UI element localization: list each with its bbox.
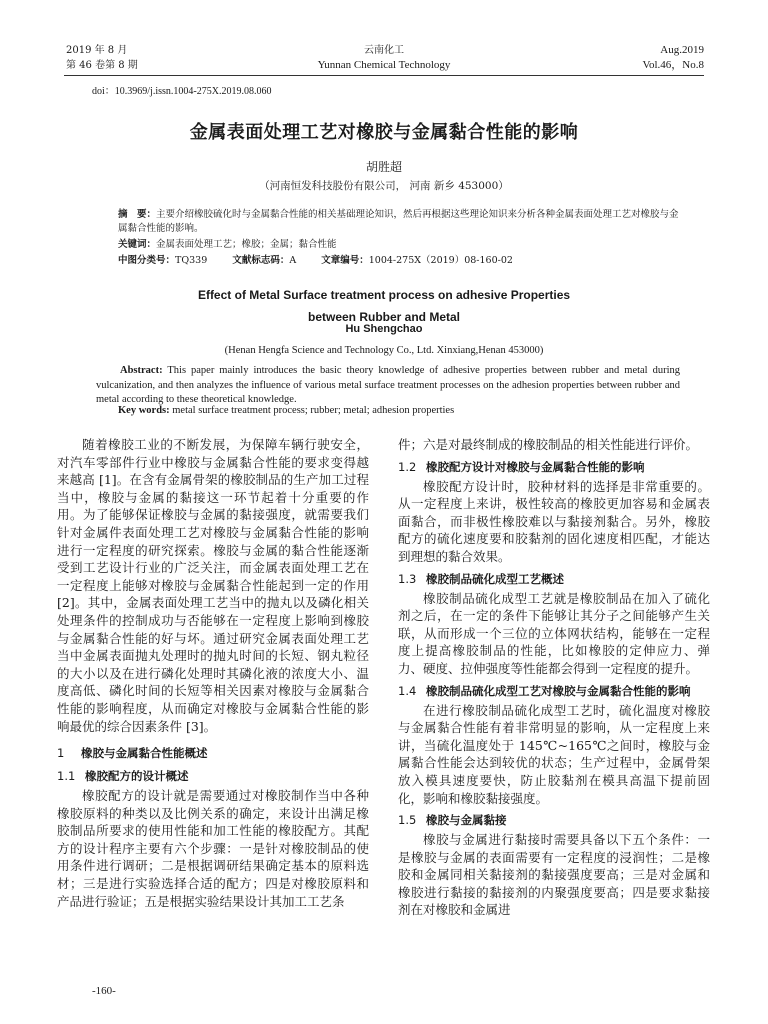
section-title: 橡胶与金属黏合性能概述 [81,746,208,761]
section-number: 1.4 [398,683,417,698]
journal-name-cn: 云南化工 [364,45,404,56]
doc-code: 文献标志码：A [232,255,297,266]
section-1-3-paragraph: 橡胶制品硫化成型工艺就是橡胶制品在加入了硫化剂之后，在一定的条件下能够让其分子之间能够产生关联，从而形成一个三位的立体网状结构，能够在一定程度上提高橡胶制品的性能，比如橡胶的定伸应力、弹力、硬度、拉伸强度等性能都会得到一定程度的提升。 [398,590,710,676]
classification-line [118,254,682,268]
section-1-2-heading [398,459,710,476]
section-1-1-paragraph: 橡胶配方的设计就是需要通过对橡胶制作当中各种橡胶原料的种类以及比例关系的确定，来设计出满足橡胶制品所要求的使用性能和加工性能的橡胶配方。其配方的设计程序主要有六个步骤：一是针对橡胶制品的使用条件进行调研；二是根据调研结果确定基本的原料选材；三是进行实验选择合适的配方；四是对橡胶原料和产品进行验证；五是根据实验结果设计其加工工艺条 [57,788,369,909]
body-column-left [57,436,369,910]
keywords-cn-text: 金属表面处理工艺；橡胶；金属；黏合性能 [156,239,337,250]
doi: doi：10.3969/j.issn.1004-275X.2019.08.060 [92,86,272,97]
keywords-en [118,405,678,416]
body-column-right [398,436,710,919]
paper-title-en-line2: between Rubber and Metal [307,310,461,324]
abstract-en-label: Abstract: [120,365,163,376]
abstract-cn-label: 摘 要： [118,209,157,220]
abstract-cn-text: 主要介绍橡胶硫化时与金属黏合性能的相关基础理论知识，然后再根据这些理论知识来分析各种金属表面处理工艺对橡胶与金属黏合性能的影响。 [118,209,679,234]
section-title: 橡胶制品硫化成型工艺概述 [426,571,564,586]
section-1-2-paragraph: 橡胶配方设计时，胶种材料的选择是非常重要的。从一定程度上来讲，极性较高的橡胶更加容易和金属表面黏合，而非极性橡胶难以与黏接剂黏合。另外，橡胶配方的硫化速度要和胶黏剂的固化速度相匹配，才能达到理想的黏合效果。 [398,478,710,564]
section-1-5-paragraph: 橡胶与金属进行黏接时需要具备以下五个条件：一是橡胶与金属的表面需要有一定程度的浸润性；二是橡胶和金属同相关黏接剂的黏接强度要高；三是对金属和橡胶进行黏接的黏接剂的内聚强度要高；四是要求黏接剂在对橡胶和金属进 [398,832,710,918]
header-rule [64,75,704,76]
header-volume: 第 46 卷第 8 期 [66,60,138,71]
author-en: Hu Shengchao [345,323,423,335]
section-title: 橡胶配方设计对橡胶与金属黏合性能的影响 [426,459,645,474]
intro-paragraph: 随着橡胶工业的不断发展，为保障车辆行驶安全，对汽车零部件行业中橡胶与金属黏合性能的要求变得越来越高 [1]。在含有金属骨架的橡胶制品的生产加工过程当中，橡胶与金属的黏接这一环节起着十分重要的作用。为了能够保证橡胶与金属的黏接强度，就需要我们针对金属件表面处理工艺对橡胶与金属黏合性能的影响进行一定程度的研究探索。橡胶与金属的黏合性能逐渐受到工艺设计行业的广泛关注，而金属表面处理工艺在一定程度上能够对橡胶与金属黏合性能起到一定的作用 [2]。其中，金属表面处理工艺当中的抛丸以及磷化相关处理条件的控制成功与否能够在一定程度上影响到橡胶与金属黏合性能的好与坏。通过研究金属表面处理工艺当中金属表面抛丸处理时的抛丸时间的长短、钢丸粒径的大小以及在进行磷化处理时其磷化液的浓度大小、温度高低、磷化时间的长短等相关因素对橡胶与金属黏合性能的影响程度，从而确定对橡胶与金属黏合性能的影响最优的综合因素条件 [3]。 [57,437,369,734]
keywords-cn [118,238,682,252]
section-title: 橡胶制品硫化成型工艺对橡胶与金属黏合性能的影响 [426,683,691,698]
section-1-3-heading [398,571,710,588]
section-1-heading [57,745,369,762]
section-1-5-heading [398,812,710,829]
article-number: 文章编号：1004-275X（2019）08-160-02 [321,255,513,266]
paper-title-en-line1: Effect of Metal Surface treatment process on adhesive Properties [197,288,571,302]
section-number: 1 [57,746,65,761]
page-number: -160- [92,985,116,997]
clc: 中图分类号：TQ339 [118,255,208,266]
author-cn: 胡胜超 [365,160,402,174]
section-number: 1.3 [398,571,417,586]
keywords-en-text: metal surface treatment process; rubber; metal; adhesion properties [169,405,455,416]
continued-paragraph: 件；六是对最终制成的橡胶制品的相关性能进行评价。 [398,437,699,452]
header-date-en: Aug.2019 [660,44,704,56]
keywords-en-label: Key words: [118,405,170,416]
section-1-4-heading [398,683,710,700]
abstract-en [96,364,680,408]
header-right [642,44,704,72]
affiliation-cn: （河南恒发科技股份有限公司， 河南 新乡 453000） [259,180,509,192]
header-volume-en: Vol.46，No.8 [642,59,704,71]
abstract-cn [118,208,682,236]
paper-title-cn: 金属表面处理工艺对橡胶与金属黏合性能的影响 [189,122,579,143]
section-number: 1.5 [398,813,417,828]
abstract-en-text: This paper mainly introduces the basic theory knowledge of adhesive properties between rubber and metal during vulcanization, and then analyzes the influence of various metal surface treatment processes on the adhesion properties between rubber and metal according to these theoretical knowledge. [96,365,680,405]
section-title: 橡胶与金属黏接 [426,813,507,828]
affiliation-en: (Henan Hengfa Science and Technology Co., Ltd. Xinxiang,Henan 453000) [224,345,544,356]
section-1-4-paragraph: 在进行橡胶制品硫化成型工艺时，硫化温度对橡胶与金属黏合性能有着非常明显的影响，从一定程度上来讲，当硫化温度处于 145℃~165℃之间时，橡胶与金属黏合性能会达到较优的状态；生产过程中，金属骨架放入模具速度要快，防止胶黏剂在模具高温下提前固化，影响和橡胶黏接强度。 [398,702,710,806]
paper-title-en [0,284,768,328]
keywords-cn-label: 关键词： [118,239,157,250]
section-number: 1.2 [398,459,417,474]
header-date: 2019 年 8 月 [66,45,128,56]
journal-name-en: Yunnan Chemical Technology [317,59,451,71]
section-title: 橡胶配方的设计概述 [85,769,189,784]
section-1-1-heading [57,768,369,785]
section-number: 1.1 [57,769,76,784]
